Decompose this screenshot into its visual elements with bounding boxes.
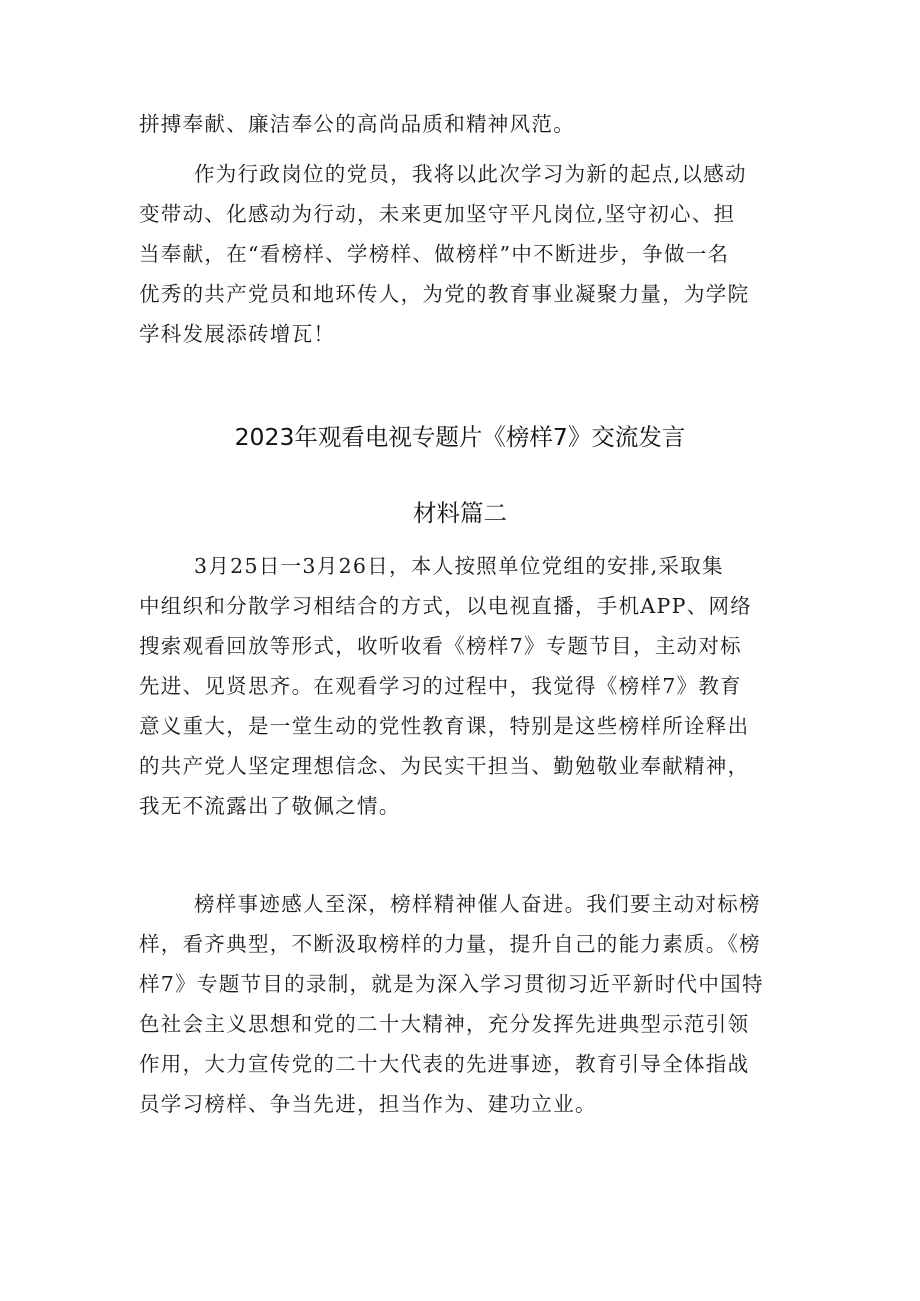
document-title-line-2: 材料篇二: [413, 499, 507, 527]
paragraph-line: 3月25日一3月26日，本人按照单位党组的安排,采取集: [194, 554, 724, 578]
paragraph-line: 中组织和分散学习相结合的方式，以电视直播，手机APP、网络: [139, 594, 753, 618]
paragraph-line: 先进、见贤思齐。在观看学习的过程中，我觉得《榜样7》教育: [139, 674, 742, 698]
paragraph-line: 意义重大，是一堂生动的党性教育课，特别是这些榜样所诠释出: [139, 714, 750, 738]
paragraph-line: 搜索观看回放等形式，收听收看《榜样7》专题节目，主动对标: [139, 634, 742, 658]
paragraph-line: 变带动、化感动为行动，未来更加坚守平凡岗位,坚守初心、担: [139, 202, 736, 226]
paragraph-line: 优秀的共产党员和地环传人，为党的教育事业凝聚力量，为学院: [139, 282, 750, 306]
paragraph-line: 我无不流露出了敬佩之情。: [139, 794, 401, 818]
paragraph-line: 作用，大力宣传党的二十大代表的先进事迹，教育引导全体指战: [139, 1052, 750, 1076]
paragraph-line: 员学习榜样、争当先进，担当作为、建功立业。: [139, 1092, 597, 1116]
paragraph-line: 学科发展添砖增瓦！: [139, 322, 336, 346]
paragraph-line: 拼搏奉献、廉洁奉公的高尚品质和精神风范。: [139, 112, 575, 136]
paragraph-line: 样，看齐典型，不断汲取榜样的力量，提升自己的能力素质。《榜: [139, 932, 761, 956]
paragraph-line: 的共产党人坚定理想信念、为民实干担当、勤勉敬业奉献精神，: [139, 754, 750, 778]
paragraph-role-model-spirit: [139, 884, 789, 1124]
paragraph-line: 色社会主义思想和党的二十大精神，充分发挥先进典型示范引领: [139, 1012, 750, 1036]
paragraph-party-member-pledge: [139, 154, 789, 354]
document-title-line-1: 2023年观看电视专题片《榜样7》交流发言: [234, 423, 686, 451]
paragraph-study-arrangement: [139, 546, 789, 826]
paragraph-line: 当奉献，在“看榜样、学榜样、做榜样”中不断进步，争做一名: [139, 242, 730, 266]
paragraph-line: 作为行政岗位的党员，我将以此次学习为新的起点,以感动: [194, 162, 747, 186]
paragraph-line: 样7》专题节目的录制，就是为深入学习贯彻习近平新时代中国特: [139, 972, 764, 996]
paragraph-line: 榜样事迹感人至深，榜样精神催人奋进。我们要主动对标榜: [194, 892, 761, 916]
continuation-paragraph: [139, 104, 789, 144]
